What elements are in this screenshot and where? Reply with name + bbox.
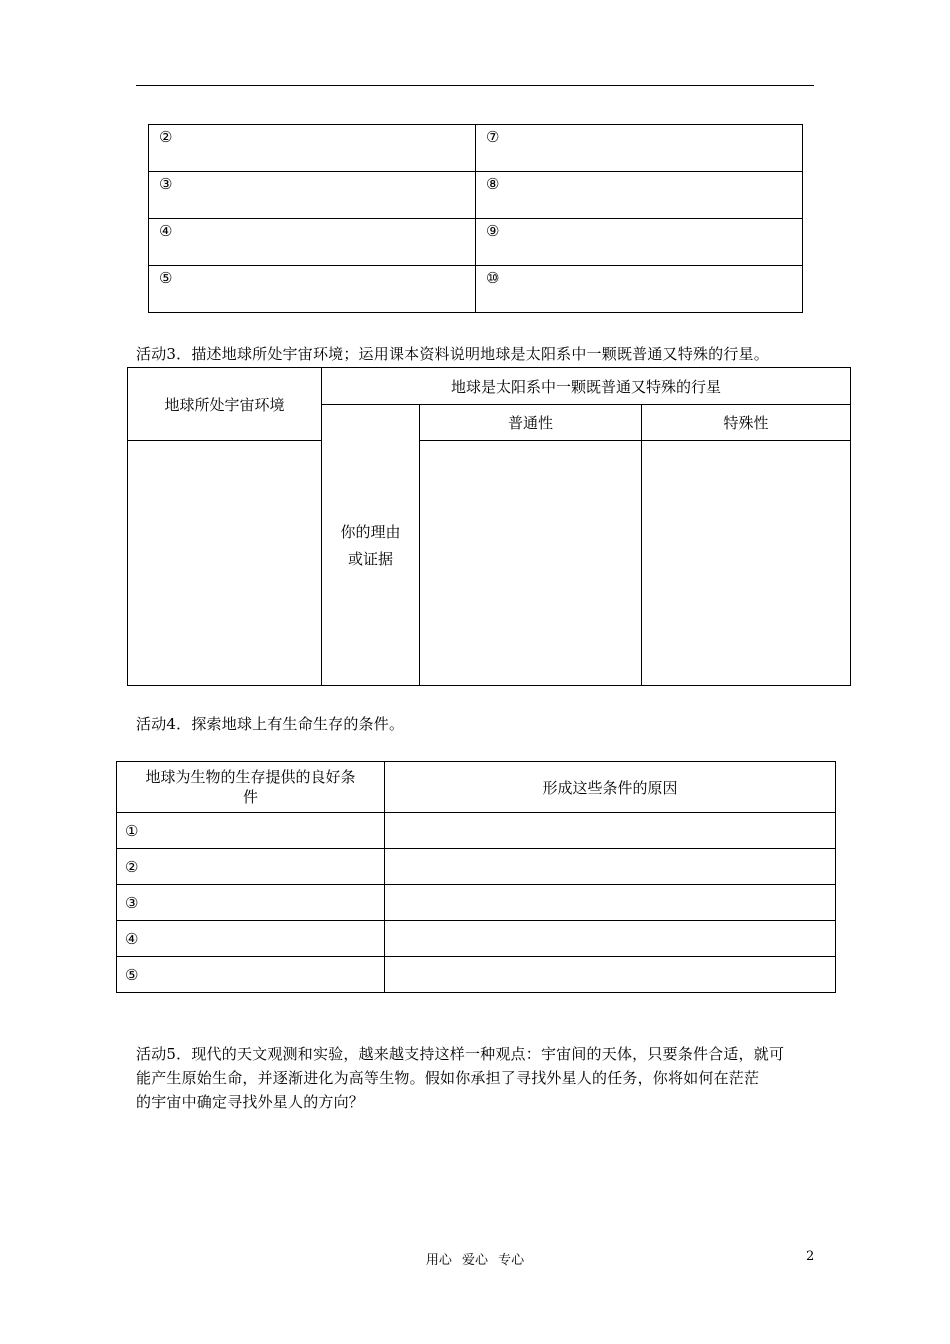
- env-answer-cell[interactable]: [128, 441, 322, 686]
- activity4-table: [116, 761, 836, 993]
- header-rule: [136, 85, 814, 86]
- reason-cell[interactable]: [385, 813, 836, 849]
- answer-cell[interactable]: ⑨: [476, 219, 803, 266]
- activity4-title: 活动4．探索地球上有生命生存的条件。: [136, 715, 405, 733]
- footer-motto: 用心 爱心 专心: [425, 1253, 525, 1268]
- ordinary-answer-cell[interactable]: [420, 441, 642, 686]
- condition-cell[interactable]: ④: [117, 921, 385, 957]
- table-row: [149, 172, 803, 219]
- answer-cell[interactable]: ⑩: [476, 266, 803, 313]
- table-row: [117, 849, 836, 885]
- page-number: 2: [806, 1249, 815, 1264]
- answer-cell[interactable]: ⑦: [476, 125, 803, 172]
- reason-cell[interactable]: [385, 849, 836, 885]
- table-row: [149, 266, 803, 313]
- answer-cell[interactable]: ④: [149, 219, 476, 266]
- reason-cell[interactable]: [385, 957, 836, 993]
- table-row: [149, 125, 803, 172]
- reason-cell[interactable]: [385, 921, 836, 957]
- special-answer-cell[interactable]: [642, 441, 851, 686]
- numbered-answer-table: [148, 124, 803, 313]
- table-row: [117, 957, 836, 993]
- answer-cell[interactable]: ②: [149, 125, 476, 172]
- activity3-title: 活动3．描述地球所处宇宙环境；运用课本资料说明地球是太阳系中一颗既普通又特殊的行星。: [136, 345, 769, 363]
- answer-cell[interactable]: ⑤: [149, 266, 476, 313]
- answer-cell[interactable]: ③: [149, 172, 476, 219]
- condition-cell[interactable]: ①: [117, 813, 385, 849]
- reason-label: 你的理由 或证据: [322, 405, 420, 686]
- special-header: 特殊性: [642, 405, 851, 441]
- reasons-header: 形成这些条件的原因: [385, 762, 836, 813]
- table-row: [117, 885, 836, 921]
- answer-cell[interactable]: ⑧: [476, 172, 803, 219]
- condition-cell[interactable]: ②: [117, 849, 385, 885]
- condition-cell[interactable]: ⑤: [117, 957, 385, 993]
- activity5-paragraph: 活动5．现代的天文观测和实验，越来越支持这样一种观点：宇宙间的天体，只要条件合适，就可 能产生原始生命，并逐渐进化为高等生物。假如你承担了寻找外星人的任务，你将如何在茫茫 的宇宙中确定寻找外星人的方向？: [136, 1045, 785, 1111]
- reason-cell[interactable]: [385, 885, 836, 921]
- conditions-header: 地球为生物的生存提供的良好条 件: [117, 762, 385, 813]
- condition-cell[interactable]: ③: [117, 885, 385, 921]
- activity3-table: [127, 367, 851, 686]
- table-row: [149, 219, 803, 266]
- table-row: [117, 813, 836, 849]
- planet-header: 地球是太阳系中一颗既普通又特殊的行星: [322, 368, 851, 405]
- table-row: [117, 921, 836, 957]
- env-header: 地球所处宇宙环境: [128, 368, 322, 441]
- ordinary-header: 普通性: [420, 405, 642, 441]
